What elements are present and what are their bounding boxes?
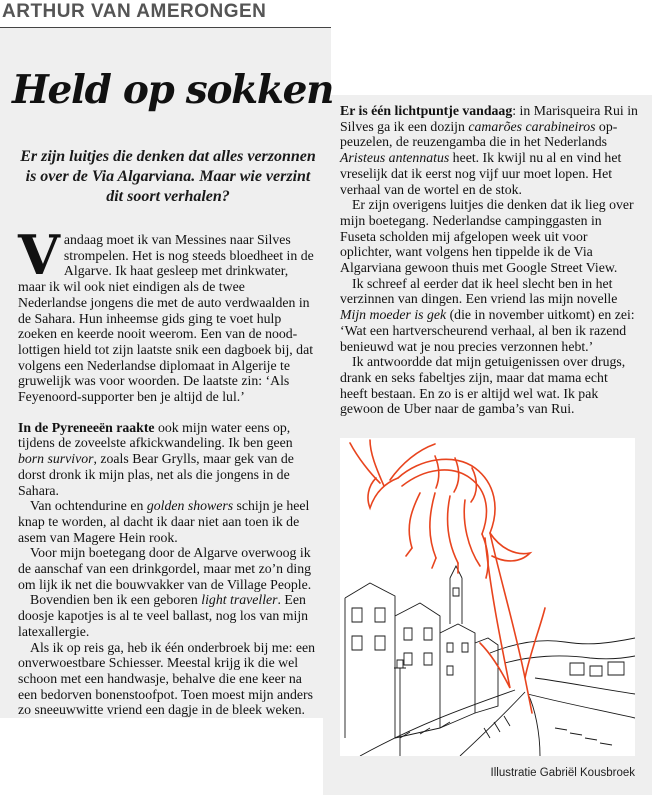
paragraph-8: Er zijn overigens luitjes die denken dat ik lieg over mijn boetegang. Nederlandse campinggasten in Fuseta scholden mij afgelopen week uit voor oplichter, want volgens hen tippelde ik de Via Algarviana gewoon thuis met Google Street View. [340,197,634,276]
left-text-column [18,223,316,718]
paragraph-7-lead: Er is één lichtpuntje vandaag [340,103,513,118]
red-shrimp-over-village-street-sketch-icon [340,438,635,756]
paragraph-10: Ik antwoordde dat mijn getuigenissen over drugs, drank en seks fabeltjes zijn, maar dat mama echt heeft bestaan. En zo is er altijd wel wat. Ik pak gewoon de Uber naar de gamba’s van Rui. [340,354,626,417]
paragraph-7-text-c: heet. Ik kwijl nu al en vind het vreselijk dat ik eerst nog vijf uur moet lopen. Het verhaal van de wortel en de stok. [340,150,622,197]
paragraph-3-text-b: schijn je heel knap te worden, al dacht ik daar niet aan toen ik de asem van Magere Hein rook. [18,498,310,545]
drop-cap: V [18,223,60,287]
paragraph-2-text-a: ook mijn water eens op, tijdens de zoveelste afkickwandeling. Ik ben geen [18,419,293,451]
article-illustration [340,438,635,756]
paragraph-3-text-a: Van ochtendurine en [30,498,147,514]
paragraph-2 [18,420,316,499]
paragraph-9 [340,276,638,355]
paragraph-3-emphasis: golden showers [146,498,234,514]
paragraph-7-emphasis-b: Aristeus antennatus [340,150,450,166]
author-divider [0,27,331,28]
paragraph-7 [340,103,638,197]
paragraph-9-emphasis: Mijn moeder is gek [340,307,447,323]
paragraph-1-text: andaag moet ik van Messines naar Silves strompelen. Het is nog steeds bloedheet in de Algarve. Ik haat gesleep met drinkwater, maar ik wil ook niet eindigen als de twee Nederlandse jongens die met de auto verdwaalden in de Sahara. Hun inheemse gids ging te voet hulp zoeken en keerde nooit weerom. Een van de nood-lottigen hield tot zijn laatste snik een dagboek bij, dat volgens een Nederlandse diplomaat in Algerije te gruwelijk was voor woorden. De laatste zin: ‘Als Feyenoord-supporter ben je altijd de lul.’ [18,232,314,405]
illustration-credit: Illustratie Gabriël Kousbroek [490,767,635,779]
paragraph-6: Als ik op reis ga, heb ik één onderbroek bij me: een onverwoestbare Schiesser. Meestal krijg ik die wel schoon met een handwasje, behalve die ene keer na een bedorven bonenstoofpot. Toen moest mijn anders zo sneeuwwitte vriend een dagje in de bleek weken. [18,639,316,718]
paragraph-2-text-b: , zoals Bear Grylls, maar gek van de dorst dronk ik mijn plas, net als die jongens in de Sahara. [18,451,294,498]
paragraph-2-lead: In de Pyreneeën raakte [18,419,155,435]
paragraph-2-emphasis: born survivor [18,451,94,467]
paragraph-9-text-a: Ik schreef al eerder dat ik heel slecht ben in het verzinnen van dingen. Een vriend las mijn novelle [340,275,618,307]
paragraph-3 [18,498,316,545]
paragraph-5 [18,592,316,639]
paragraph-7-text-a: : in Marisqueira Rui in Silves ga ik een dozijn [340,103,638,134]
paragraph-7-text-b: op-peuzelen, de reuzengamba die in het Nederlands [340,118,618,150]
paragraph-7-emphasis-a: camarões carabineiros [468,118,596,134]
top-right-blank-area [336,0,644,87]
paragraph-1 [18,223,316,405]
paragraph-9-text-b: (die in november uitkomt) en zei: ‘Wat een hartverscheurend verhaal, al ben ik razend benieuwd wat je nou precies verzonnen hebt.’ [340,307,635,354]
author-name: ARTHUR VAN AMERONGEN [2,1,267,22]
article-headline: Held op sokken [12,67,334,113]
paragraph-5-text-a: Bovendien ben ik een geboren [30,592,202,608]
paragraph-5-emphasis: light traveller [201,592,278,608]
right-text-column [340,103,638,417]
paragraph-4: Voor mijn boetegang door de Algarve overwoog ik de aanschaf van een drinkgordel, maar met zo’n ding om lijk ik net die bouwvakker van de Village People. [18,545,312,592]
article-intro: Er zijn luitjes die denken dat alles verzonnen is over de Via Algarviana. Maar wie verzint dit soort verhalen? [20,148,316,205]
paragraph-5-text-b: . Een doosje kapotjes is al te veel ballast, nog los van mijn latexallergie. [18,592,309,639]
